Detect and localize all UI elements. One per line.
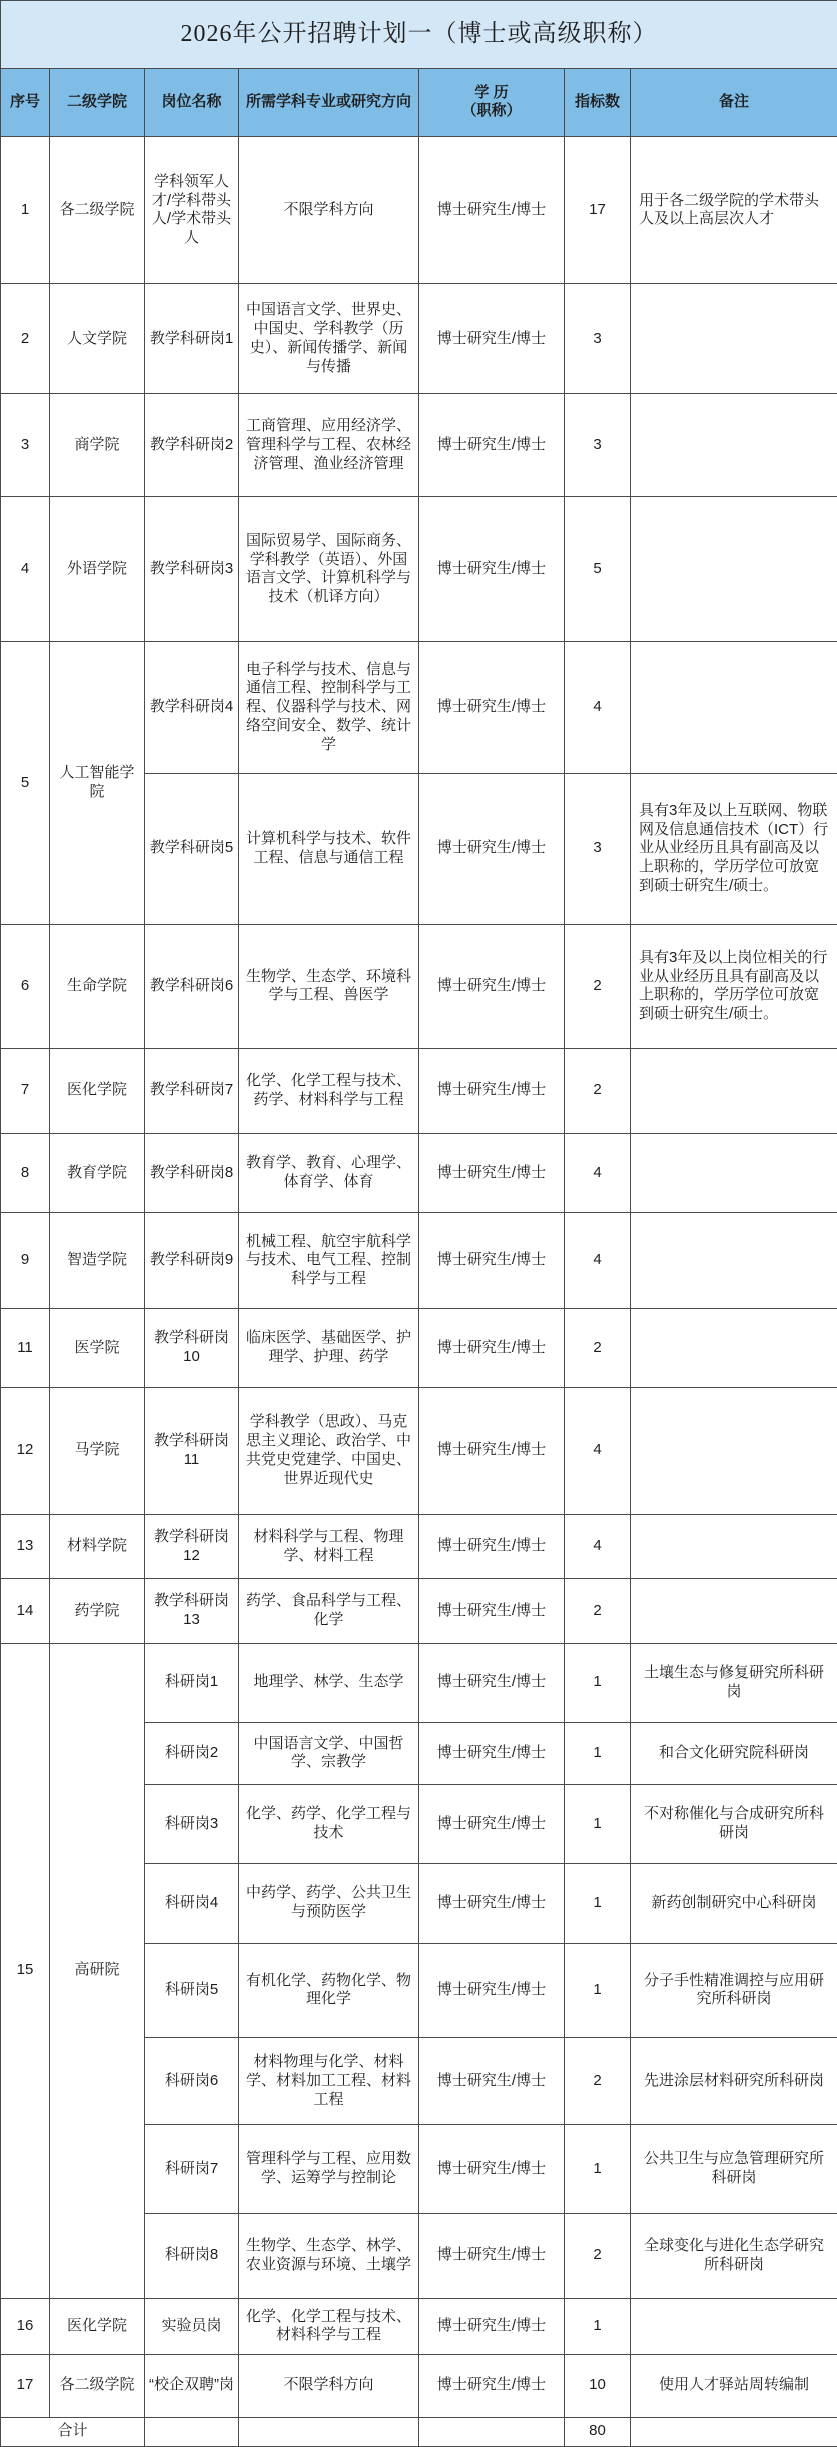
row-education: 博士研究生/博士 <box>419 1133 565 1213</box>
table-row <box>1 1514 837 1579</box>
row-post: 科研岗5 <box>145 1943 239 2038</box>
row-major: 化学、化学工程与技术、材料科学与工程 <box>239 2298 419 2354</box>
row-remark <box>631 284 837 394</box>
table-row <box>1 2298 837 2354</box>
table-row <box>1 642 837 773</box>
row-education: 博士研究生/博士 <box>419 1387 565 1514</box>
row-remark <box>631 1213 837 1309</box>
row-quota: 17 <box>565 137 631 284</box>
row-major: 中药学、药学、公共卫生与预防医学 <box>239 1863 419 1943</box>
row-major: 计算机科学与技术、软件工程、信息与通信工程 <box>239 773 419 924</box>
row-college: 外语学院 <box>50 497 145 642</box>
row-college: 医化学院 <box>50 1048 145 1133</box>
row-major: 化学、药学、化学工程与技术 <box>239 1785 419 1864</box>
row-no: 5 <box>1 642 50 924</box>
row-quota: 1 <box>565 1863 631 1943</box>
table-row <box>1 284 837 394</box>
header-remark: 备注 <box>631 68 837 137</box>
table-title: 2026年公开招聘计划一（博士或高级职称） <box>1 1 837 69</box>
row-education: 博士研究生/博士 <box>419 2125 565 2214</box>
row-remark <box>631 1514 837 1579</box>
row-education: 博士研究生/博士 <box>419 1309 565 1388</box>
row-post: 教学科研岗10 <box>145 1309 239 1388</box>
row-education: 博士研究生/博士 <box>419 1514 565 1579</box>
row-college: 智造学院 <box>50 1213 145 1309</box>
header-quota: 指标数 <box>565 68 631 137</box>
row-college: 生命学院 <box>50 924 145 1048</box>
row-quota: 1 <box>565 2298 631 2354</box>
row-college: 医化学院 <box>50 2298 145 2354</box>
row-major: 临床医学、基础医学、护理学、护理、药学 <box>239 1309 419 1388</box>
row-quota: 3 <box>565 773 631 924</box>
row-major: 生物学、生态学、环境科学与工程、兽医学 <box>239 924 419 1048</box>
header-row <box>1 68 837 137</box>
row-quota: 1 <box>565 2125 631 2214</box>
table-row <box>1 924 837 1048</box>
table-row <box>1 1048 837 1133</box>
row-education: 博士研究生/博士 <box>419 2038 565 2125</box>
row-college: 材料学院 <box>50 1514 145 1579</box>
row-college: 高研院 <box>50 1643 145 2298</box>
row-post: 教学科研岗5 <box>145 773 239 924</box>
row-college: 医学院 <box>50 1309 145 1388</box>
row-major: 生物学、生态学、林学、农业资源与环境、土壤学 <box>239 2213 419 2298</box>
row-remark: 新药创制研究中心科研岗 <box>631 1863 837 1943</box>
total-empty <box>145 2417 239 2446</box>
row-major: 国际贸易学、国际商务、学科教学（英语）、外国语言文学、计算机科学与技术（机译方向） <box>239 497 419 642</box>
row-college: 人工智能学院 <box>50 642 145 924</box>
row-major: 不限学科方向 <box>239 137 419 284</box>
row-education: 博士研究生/博士 <box>419 924 565 1048</box>
header-education <box>419 68 565 137</box>
row-major: 化学、化学工程与技术、药学、材料科学与工程 <box>239 1048 419 1133</box>
header-education-line2: （职称） <box>461 102 522 120</box>
row-remark: 土壤生态与修复研究所科研岗 <box>631 1643 837 1722</box>
row-major: 机械工程、航空宇航科学与技术、电气工程、控制科学与工程 <box>239 1213 419 1309</box>
row-college: 商学院 <box>50 394 145 497</box>
row-major: 管理科学与工程、应用数学、运筹学与控制论 <box>239 2125 419 2214</box>
row-education: 博士研究生/博士 <box>419 773 565 924</box>
row-remark: 公共卫生与应急管理研究所科研岗 <box>631 2125 837 2214</box>
row-major: 中国语言文学、世界史、中国史、学科教学（历史）、新闻传播学、新闻与传播 <box>239 284 419 394</box>
row-remark: 不对称催化与合成研究所科研岗 <box>631 1785 837 1864</box>
row-no: 16 <box>1 2298 50 2354</box>
row-no: 12 <box>1 1387 50 1514</box>
table-row <box>1 1579 837 1644</box>
row-college: 教育学院 <box>50 1133 145 1213</box>
row-major: 地理学、林学、生态学 <box>239 1643 419 1722</box>
row-major: 不限学科方向 <box>239 2355 419 2418</box>
row-remark <box>631 1309 837 1388</box>
header-major: 所需学科专业或研究方向 <box>239 68 419 137</box>
row-no: 9 <box>1 1213 50 1309</box>
row-major: 工商管理、应用经济学、管理科学与工程、农林经济管理、渔业经济管理 <box>239 394 419 497</box>
row-quota: 4 <box>565 642 631 773</box>
row-quota: 1 <box>565 1943 631 2038</box>
row-quota: 3 <box>565 394 631 497</box>
row-post: 科研岗4 <box>145 1863 239 1943</box>
table-row <box>1 2355 837 2418</box>
row-education: 博士研究生/博士 <box>419 642 565 773</box>
header-college: 二级学院 <box>50 68 145 137</box>
row-education: 博士研究生/博士 <box>419 2355 565 2418</box>
row-remark <box>631 1579 837 1644</box>
row-quota: 10 <box>565 2355 631 2418</box>
row-no: 13 <box>1 1514 50 1579</box>
row-no: 6 <box>1 924 50 1048</box>
table-row <box>1 137 837 284</box>
total-empty <box>239 2417 419 2446</box>
row-post: 科研岗6 <box>145 2038 239 2125</box>
table-row <box>1 1213 837 1309</box>
row-education: 博士研究生/博士 <box>419 137 565 284</box>
row-no: 1 <box>1 137 50 284</box>
row-post: 科研岗7 <box>145 2125 239 2214</box>
row-post: 教学科研岗4 <box>145 642 239 773</box>
row-no: 3 <box>1 394 50 497</box>
row-no: 14 <box>1 1579 50 1644</box>
row-quota: 2 <box>565 924 631 1048</box>
row-no: 15 <box>1 1643 50 2298</box>
row-remark <box>631 2298 837 2354</box>
row-post: 科研岗3 <box>145 1785 239 1864</box>
row-quota: 5 <box>565 497 631 642</box>
row-quota: 2 <box>565 1579 631 1644</box>
row-remark: 具有3年及以上岗位相关的行业从业经历且具有副高及以上职称的，学历学位可放宽到硕士研究生/硕士。 <box>631 924 837 1048</box>
row-no: 4 <box>1 497 50 642</box>
row-remark: 具有3年及以上互联网、物联网及信息通信技术（ICT）行业从业经历且具有副高及以上职称的，学历学位可放宽到硕士研究生/硕士。 <box>631 773 837 924</box>
row-post: 教学科研岗7 <box>145 1048 239 1133</box>
row-post: 科研岗1 <box>145 1643 239 1722</box>
row-post: 教学科研岗11 <box>145 1387 239 1514</box>
table-row <box>1 497 837 642</box>
row-remark: 使用人才驿站周转编制 <box>631 2355 837 2418</box>
row-education: 博士研究生/博士 <box>419 1722 565 1785</box>
row-post: 教学科研岗8 <box>145 1133 239 1213</box>
row-education: 博士研究生/博士 <box>419 497 565 642</box>
row-no: 7 <box>1 1048 50 1133</box>
row-college: 各二级学院 <box>50 137 145 284</box>
row-post: 教学科研岗13 <box>145 1579 239 1644</box>
row-quota: 2 <box>565 2038 631 2125</box>
table-row <box>1 1309 837 1388</box>
header-no: 序号 <box>1 68 50 137</box>
row-remark <box>631 642 837 773</box>
row-post: 教学科研岗1 <box>145 284 239 394</box>
row-education: 博士研究生/博士 <box>419 284 565 394</box>
row-post: 教学科研岗3 <box>145 497 239 642</box>
row-post: 教学科研岗9 <box>145 1213 239 1309</box>
row-quota: 4 <box>565 1213 631 1309</box>
row-quota: 2 <box>565 2213 631 2298</box>
row-major: 中国语言文学、中国哲学、宗教学 <box>239 1722 419 1785</box>
total-empty <box>631 2417 837 2446</box>
row-education: 博士研究生/博士 <box>419 1213 565 1309</box>
row-education: 博士研究生/博士 <box>419 1943 565 2038</box>
row-college: 药学院 <box>50 1579 145 1644</box>
row-post: 科研岗2 <box>145 1722 239 1785</box>
row-quota: 1 <box>565 1785 631 1864</box>
total-quota: 80 <box>565 2417 631 2446</box>
row-post: 科研岗8 <box>145 2213 239 2298</box>
row-major: 教育学、教育、心理学、体育学、体育 <box>239 1133 419 1213</box>
row-college: 人文学院 <box>50 284 145 394</box>
row-quota: 1 <box>565 1643 631 1722</box>
table-row <box>1 394 837 497</box>
total-empty <box>419 2417 565 2446</box>
row-college: 马学院 <box>50 1387 145 1514</box>
row-education: 博士研究生/博士 <box>419 2213 565 2298</box>
row-quota: 2 <box>565 1048 631 1133</box>
row-education: 博士研究生/博士 <box>419 1048 565 1133</box>
row-post: 实验员岗 <box>145 2298 239 2354</box>
row-major: 材料物理与化学、材料学、材料加工工程、材料工程 <box>239 2038 419 2125</box>
header-post: 岗位名称 <box>145 68 239 137</box>
row-quota: 4 <box>565 1514 631 1579</box>
row-quota: 4 <box>565 1387 631 1514</box>
row-college: 各二级学院 <box>50 2355 145 2418</box>
row-post: 教学科研岗6 <box>145 924 239 1048</box>
row-remark: 先进涂层材料研究所科研岗 <box>631 2038 837 2125</box>
row-remark <box>631 1048 837 1133</box>
row-quota: 4 <box>565 1133 631 1213</box>
row-remark <box>631 497 837 642</box>
header-education-line1: 学 历 <box>474 83 509 101</box>
row-major: 电子科学与技术、信息与通信工程、控制科学与工程、仪器科学与技术、网络空间安全、数学、统计学 <box>239 642 419 773</box>
table-row <box>1 1643 837 1722</box>
table-row <box>1 1387 837 1514</box>
row-remark: 分子手性精准调控与应用研究所科研岗 <box>631 1943 837 2038</box>
row-remark: 用于各二级学院的学术带头人及以上高层次人才 <box>631 137 837 284</box>
row-no: 17 <box>1 2355 50 2418</box>
row-no: 8 <box>1 1133 50 1213</box>
row-remark: 和合文化研究院科研岗 <box>631 1722 837 1785</box>
row-major: 学科教学（思政）、马克思主义理论、政治学、中共党史党建学、中国史、世界近现代史 <box>239 1387 419 1514</box>
total-row <box>1 2417 837 2446</box>
row-no: 2 <box>1 284 50 394</box>
row-quota: 1 <box>565 1722 631 1785</box>
row-education: 博士研究生/博士 <box>419 394 565 497</box>
row-post: “校企双聘”岗 <box>145 2355 239 2418</box>
row-remark <box>631 1387 837 1514</box>
row-post: 教学科研岗12 <box>145 1514 239 1579</box>
row-education: 博士研究生/博士 <box>419 1863 565 1943</box>
row-major: 药学、食品科学与工程、化学 <box>239 1579 419 1644</box>
row-major: 材料科学与工程、物理学、材料工程 <box>239 1514 419 1579</box>
row-remark <box>631 394 837 497</box>
row-post: 学科领军人才/学科带头人/学术带头人 <box>145 137 239 284</box>
row-education: 博士研究生/博士 <box>419 2298 565 2354</box>
row-post: 教学科研岗2 <box>145 394 239 497</box>
row-education: 博士研究生/博士 <box>419 1643 565 1722</box>
row-education: 博士研究生/博士 <box>419 1785 565 1864</box>
table-row <box>1 1133 837 1213</box>
row-remark: 全球变化与进化生态学研究所科研岗 <box>631 2213 837 2298</box>
row-quota: 2 <box>565 1309 631 1388</box>
row-education: 博士研究生/博士 <box>419 1579 565 1644</box>
row-major: 有机化学、药物化学、物理化学 <box>239 1943 419 2038</box>
row-no: 11 <box>1 1309 50 1388</box>
total-label: 合计 <box>1 2417 145 2446</box>
row-quota: 3 <box>565 284 631 394</box>
row-remark <box>631 1133 837 1213</box>
